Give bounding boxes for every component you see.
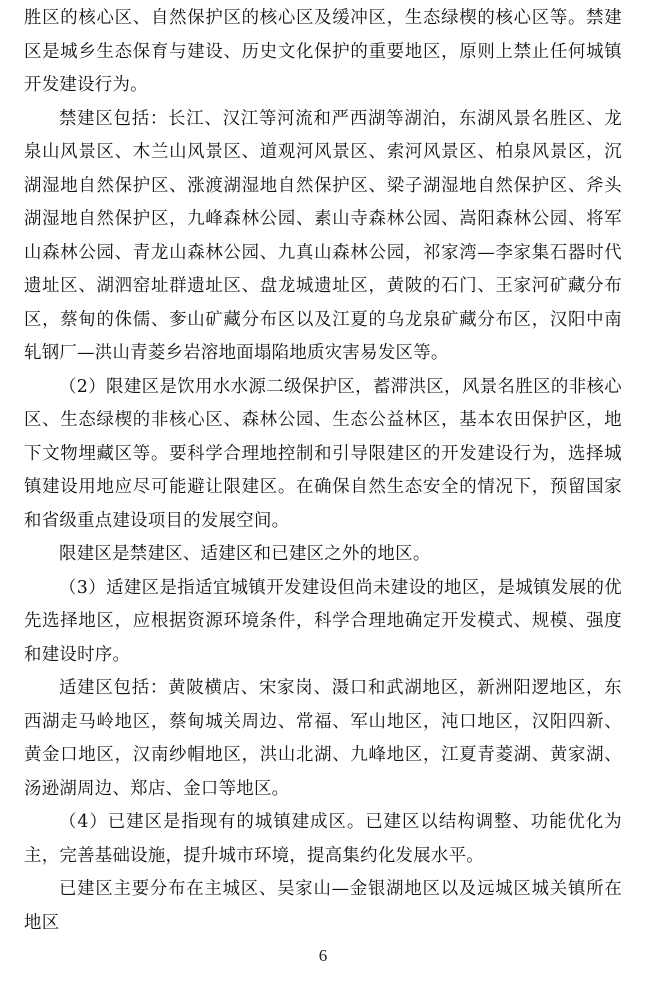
paragraph-suitable-zone-list: 适建区包括：黄陂横店、宋家岗、滠口和武湖地区，新洲阳逻地区，东西湖走马岭地区，蔡甸城关周边、常福、军山地区，沌口地区，汉阳四新、黄金口地区，汉南纱帽地区，洪山北湖、九峰地区，江夏青菱湖、黄家湖、汤逊湖周边、郑店、金口等地区。 xyxy=(24,678,622,799)
paragraph-prohibited-zone-list: 禁建区包括：长江、汉江等河流和严西湖等湖泊，东湖风景名胜区、龙泉山风景区、木兰山风景区、道观河风景区、索河风景区、柏泉风景区，沉湖湿地自然保护区、涨渡湖湿地自然保护区、梁子湖湿地自然保护区、斧头湖湿地自然保护区，九峰森林公园、素山寺森林公园、嵩阳森林公园、将军山森林公园、青龙山森林公园、九真山森林公园，祁家湾—李家集石器时代遗址区、湖泗窑址群遗址区、盘龙城遗址区，黄陂的石门、王家河矿藏分布区，蔡甸的侏儒、奓山矿藏分布区以及江夏的乌龙泉矿藏分布区，汉阳中南轧钢厂—洪山青菱乡岩溶地面塌陷地质灾害易发区等。 xyxy=(24,108,622,363)
paragraph-restricted-zone-scope: 限建区是禁建区、适建区和已建区之外的地区。 xyxy=(59,544,431,564)
paragraph-prohibited-zone-continuation: 胜区的核心区、自然保护区的核心区及缓冲区，生态绿楔的核心区等。禁建区是城乡生态保育与建设、历史文化保护的重要地区，原则上禁止任何城镇开发建设行为。 xyxy=(24,8,622,95)
paragraph-built-zone-definition: （4）已建区是指现有的城镇建成区。已建区以结构调整、功能优化为主，完善基础设施，提升城市环境，提高集约化发展水平。 xyxy=(24,812,622,866)
document-body xyxy=(24,2,622,940)
page-number: 6 xyxy=(318,946,328,965)
paragraph-suitable-zone-definition: （3）适建区是指适宜城镇开发建设但尚未建设的地区，是城镇发展的优先选择地区，应根据资源环境条件，科学合理地确定开发模式、规模、强度和建设时序。 xyxy=(24,577,622,665)
paragraph-restricted-zone-definition: （2）限建区是饮用水水源二级保护区，蓄滞洪区，风景名胜区的非核心区、生态绿楔的非核心区、森林公园、生态公益林区，基本农田保护区，地下文物埋藏区等。要科学合理地控制和引导限建区的开发建设行为，选择城镇建设用地应尽可能避让限建区。在确保自然生态安全的情况下，预留国家和省级重点建设项目的发展空间。 xyxy=(24,376,622,531)
paragraph-built-zone-distribution: 已建区主要分布在主城区、吴家山—金银湖地区以及远城区城关镇所在地区 xyxy=(24,879,622,933)
